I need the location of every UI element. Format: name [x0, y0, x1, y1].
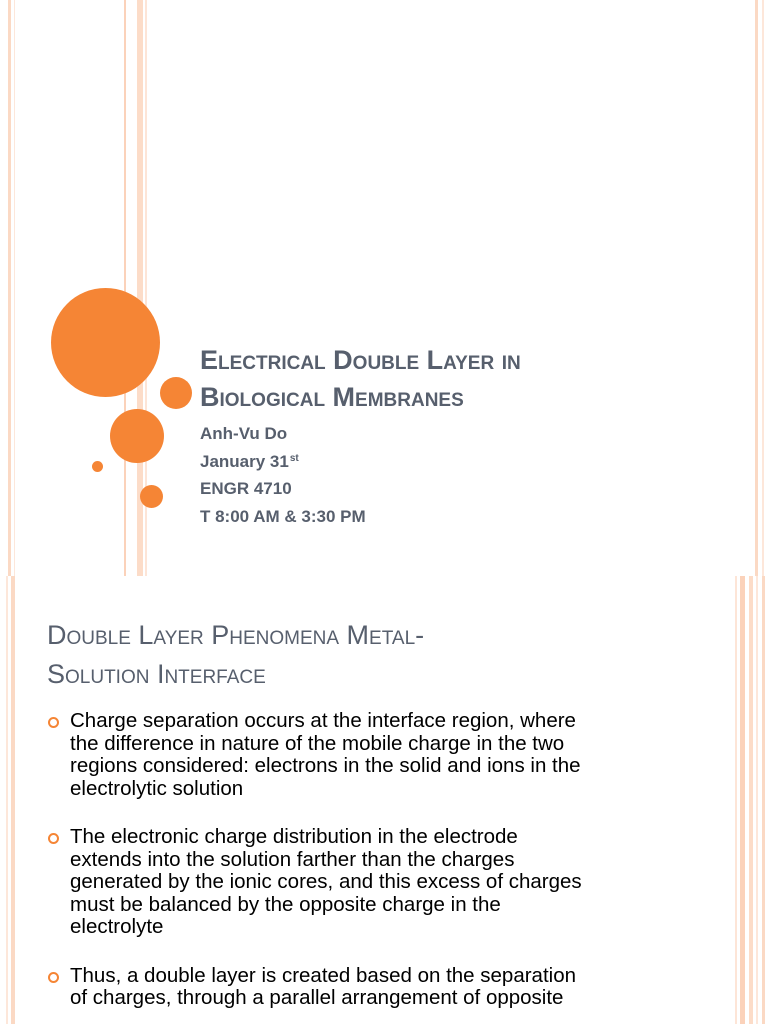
- stripe-line: [8, 0, 11, 576]
- bullet-line: the difference in nature of the mobile charge in the two: [70, 731, 565, 755]
- decorative-circle-medium: [110, 409, 164, 463]
- bullet-line: of charges, through a parallel arrangement of opposite: [70, 986, 564, 1009]
- decorative-circle-tiny: [92, 461, 103, 472]
- title-line: Electrical Double Layer in: [200, 345, 521, 375]
- course-code: ENGR 4710: [200, 479, 292, 498]
- date-text: January 31: [200, 451, 289, 471]
- bullet-line: electrolytic solution: [70, 776, 244, 800]
- title-line: Solution Interface: [47, 659, 266, 689]
- stripe-line: [6, 576, 8, 1024]
- slide-title: [200, 342, 760, 416]
- bullet-text: [70, 826, 686, 939]
- bullet-line: Thus, a double layer is created based on the separation: [70, 963, 576, 987]
- stripe-line: [14, 0, 15, 576]
- bullet-circle-icon: [48, 833, 59, 844]
- bullet-line: regions considered: electrons in the solid and ions in the: [70, 754, 581, 777]
- bullet-circle-icon: [48, 717, 59, 728]
- bullet-list: [46, 710, 686, 1024]
- stripe-line: [124, 0, 126, 576]
- slide-title: [47, 616, 687, 694]
- stripe-line: [762, 0, 764, 576]
- stripe-line: [740, 576, 745, 1024]
- bullet-line: generated by the ionic cores, and this excess of charges: [70, 870, 582, 893]
- subtitle-block: [200, 420, 600, 530]
- stripe-line: [756, 576, 758, 1024]
- decorative-circle-small-2: [140, 485, 163, 508]
- bullet-item: [46, 710, 686, 800]
- decorative-circle-large: [51, 288, 160, 397]
- title-line: Double Layer Phenomena Metal-: [47, 620, 425, 650]
- bullet-line: electrolyte: [70, 915, 164, 938]
- bullet-text: [70, 710, 686, 800]
- author-name: Anh-Vu Do: [200, 424, 288, 443]
- bullet-line: The electronic charge distribution in the electrode: [70, 825, 518, 848]
- bullet-line: must be balanced by the opposite charge in the: [70, 892, 501, 916]
- bullet-line: Charge separation occurs at the interface region, where: [70, 709, 576, 732]
- date-suffix: st: [289, 452, 299, 464]
- title-line: Biological Membranes: [200, 382, 464, 412]
- stripe-line: [749, 576, 753, 1024]
- decorative-circle-small: [160, 377, 192, 409]
- class-time: T 8:00 AM & 3:30 PM: [200, 506, 366, 526]
- stripe-line: [11, 576, 15, 1024]
- bullet-circle-icon: [48, 972, 59, 983]
- bullet-text: [70, 965, 686, 1010]
- bullet-item: [46, 965, 686, 1010]
- stripe-line: [762, 576, 765, 1024]
- date: [200, 448, 600, 476]
- bullet-line: extends into the solution farther than the charges: [70, 847, 515, 871]
- stripe-line: [755, 0, 758, 576]
- stripe-line: [735, 576, 737, 1024]
- bullet-item: [46, 826, 686, 939]
- content-slide: [0, 576, 768, 1024]
